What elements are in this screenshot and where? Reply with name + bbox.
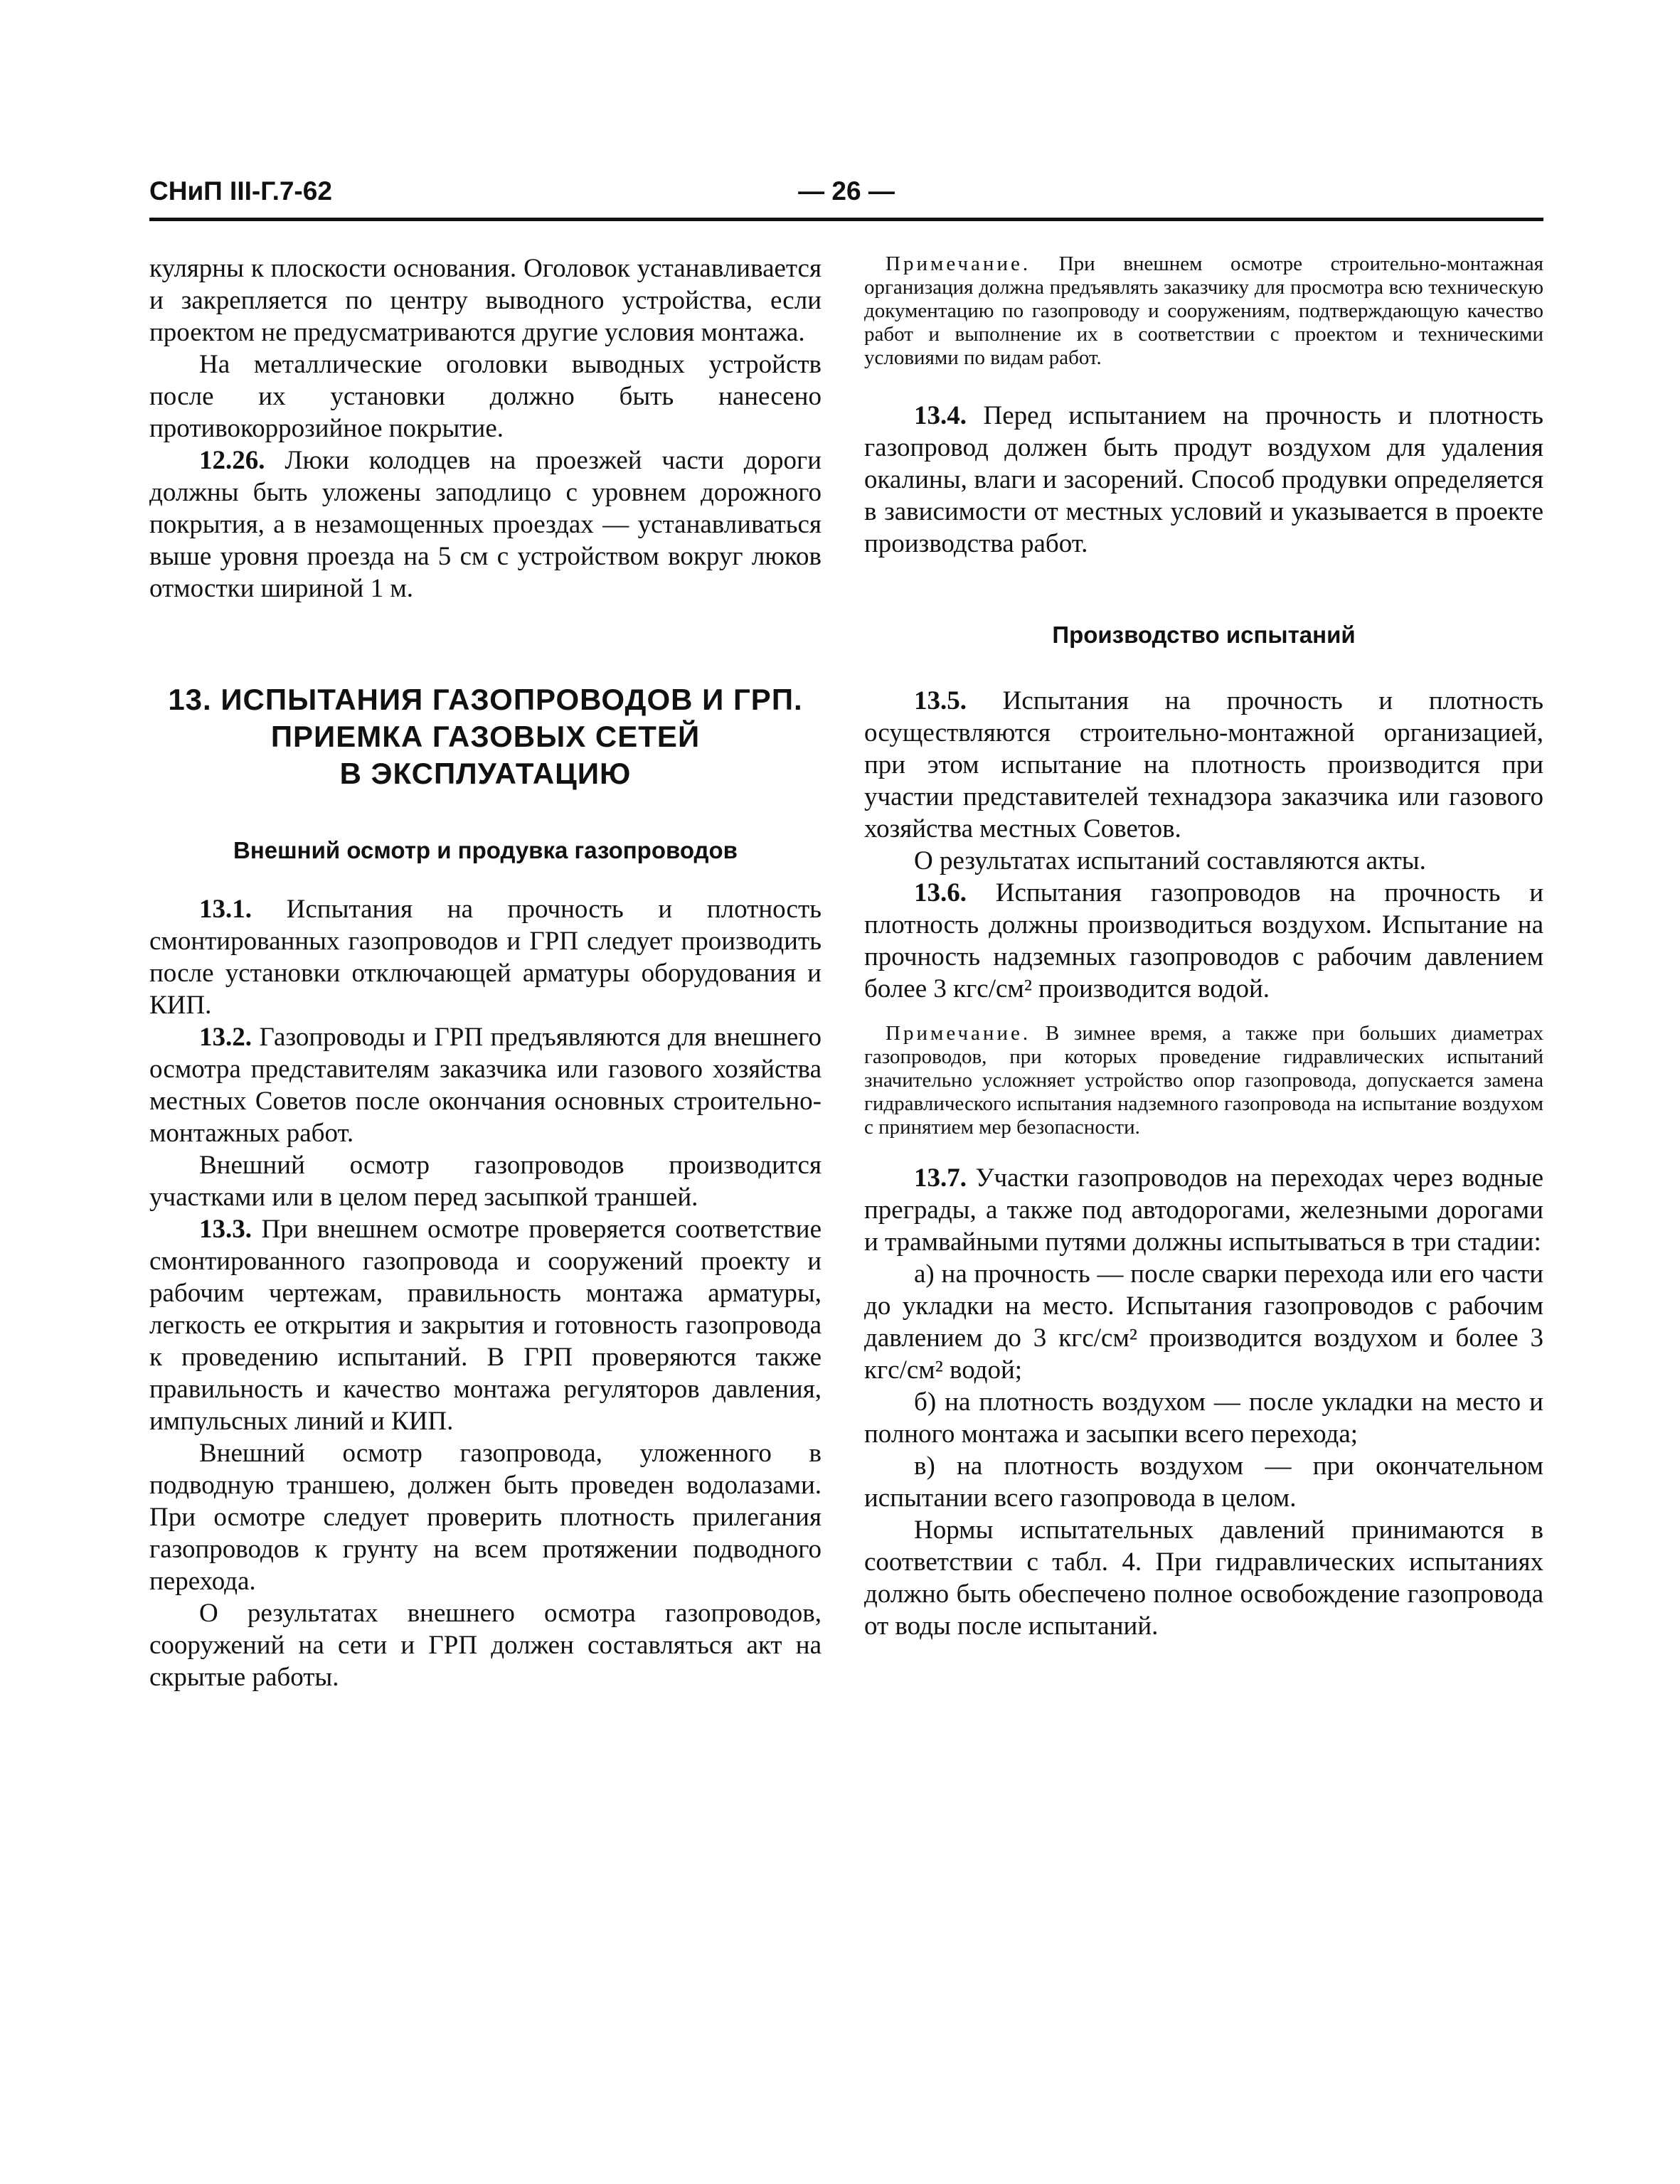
list-item-b: б) на плотность воздухом — после укладки на место и полного монтажа и засыпки всего перехода; [864,1387,1543,1449]
clause-13-4 [864,400,1543,560]
chapter-title-line-1: 13. ИСПЫТАНИЯ ГАЗОПРОВОДОВ И ГРП. [168,683,803,716]
chapter-title-line-2: ПРИЕМКА ГАЗОВЫХ СЕТЕЙ [270,720,701,753]
clause-number: 13.2. [199,1023,252,1052]
clause-number: 13.7. [914,1163,967,1193]
clause-13-7 [864,1162,1543,1258]
clause-text: Люки колодцев на проезжей части дороги должны быть уложены заподлицо с уровнем дорожного покрытия, а в незамощенных проездах — устанавливаться выше уровня проезда на 5 см с устройством вокруг люков отмостки шириной 1 м. [149,446,822,603]
note-text: В зимнее время, а также при больших диаметрах газопроводов, при которых проведение гидравлических испытаний значительно усложняет устройство опор газопровода, допускается замена гидравлического испытания надземного газопровода на испытание воздухом с принятием мер безопасности. [864,1022,1543,1139]
clause-text: Газопроводы и ГРП предъявляются для внешнего осмотра представителям заказчика или газового хозяйства местных Советов после окончания основных строительно-монтажных работ. [149,1023,822,1148]
clause-text: Участки газопроводов на переходах через водные преграды, а также под автодорогами, железными дорогами и трамвайными путями должны испытываться в три стадии: [864,1163,1544,1257]
paragraph-inspection-act: О результатах внешнего осмотра газопроводов, сооружений на сети и ГРП должен составляться акт на скрытые работы. [149,1599,822,1692]
running-head [149,176,1543,219]
paragraph-underwater-inspection: Внешний осмотр газопровода, уложенного в подводную траншею, должен быть проведен водолазами. При осмотре следует проверить плотность прилегания газопроводов к грунту на всем протяжении подводного перехода. [149,1439,822,1596]
list-item-c: в) на плотность воздухом — при окончательном испытании всего газопровода в целом. [864,1451,1543,1513]
clause-number: 13.3. [199,1215,252,1244]
note-documentation [864,252,1543,370]
clause-13-2 [149,1021,822,1149]
paragraph-continued: кулярны к плоскости основания. Оголовок устанавливается и закрепляется по центру выводного устройства, если проектом не предусматриваются другие условия монтажа. [149,254,822,347]
clause-12-26 [149,444,822,604]
note-label: Примечание. [886,252,1031,275]
paragraph-external-inspection: Внешний осмотр газопроводов производится участками или в целом перед засыпкой траншей. [149,1151,822,1212]
right-column [864,252,1543,1642]
clause-text: Перед испытанием на прочность и плотность газопровод должен быть продут воздухом для удаления окалины, влаги и засорений. Способ продувки определяется в зависимости от местных условий и указывается в проекте производства работ. [864,401,1543,558]
clause-13-3 [149,1213,822,1437]
note-text: При внешнем осмотре строительно-монтажная организация должна предъявлять заказчику для просмотра всю техническую документацию по газопроводу и сооружениям, подтверждающую качество работ и выполнение их в соответствии с проектом и техническими условиями по видам работ. [864,252,1543,369]
header-rule [149,218,1543,221]
clause-text: Испытания на прочность и плотность осуществляются строительно-монтажной организацией, при этом испытание на плотность производится при участии представителей технадзора заказчика или газового хозяйства местных Советов. [864,686,1544,843]
page-number: — 26 — [798,176,895,206]
clause-text: Испытания на прочность и плотность смонтированных газопроводов и ГРП следует производить после установки отключающей арматуры оборудования и КИП. [149,895,822,1020]
clause-number: 13.4. [914,401,967,430]
clause-number: 13.6. [914,878,967,907]
chapter-title-line-3: В ЭКСПЛУАТАЦИЮ [339,757,632,790]
chapter-heading [149,681,822,792]
note-winter-testing [864,1022,1543,1139]
clause-text: При внешнем осмотре проверяется соответствие смонтированного газопровода и сооружений проекту и рабочим чертежам, правильность монтажа арматуры, легкость ее открытия и закрытия и готовность газопровода к проведению испытаний. В ГРП проверяются также правильность и качество монтажа регуляторов давления, импульсных линий и КИП. [149,1215,822,1436]
paragraph-test-acts: О результатах испытаний составляются акты. [914,846,1426,875]
clause-13-5 [864,685,1543,845]
clause-text: Испытания газопроводов на прочность и плотность должны производиться воздухом. Испытание на прочность надземных газопроводов с рабочим давлением более 3 кгс/см² производится водой. [864,878,1544,1003]
section-heading-testing: Производство испытаний [1052,622,1356,648]
clause-13-6 [864,877,1543,1005]
section-heading-inspection: Внешний осмотр и продувка газопроводов [233,837,738,863]
document-code: СНиП III-Г.7-62 [149,176,332,206]
list-item-a: а) на прочность — после сварки перехода или его части до укладки на место. Испытания газопроводов с рабочим давлением до 3 кгс/см² производится воздухом и более 3 кгс/см² водой; [864,1259,1543,1385]
paragraph-test-pressure-norms: Нормы испытательных давлений принимаются в соответствии с табл. 4. При гидравлических испытаниях должно быть обеспечено полное освобождение газопровода от воды после испытаний. [864,1516,1543,1641]
paragraph-caps-coating: На металлические оголовки выводных устройств после их установки должно быть нанесено противокоррозийное покрытие. [149,350,822,443]
clause-number: 12.26. [199,446,265,475]
clause-number: 13.5. [914,686,967,715]
left-column [149,252,822,1693]
note-label: Примечание. [886,1022,1031,1045]
clause-13-1 [149,893,822,1021]
clause-number: 13.1. [199,895,252,924]
